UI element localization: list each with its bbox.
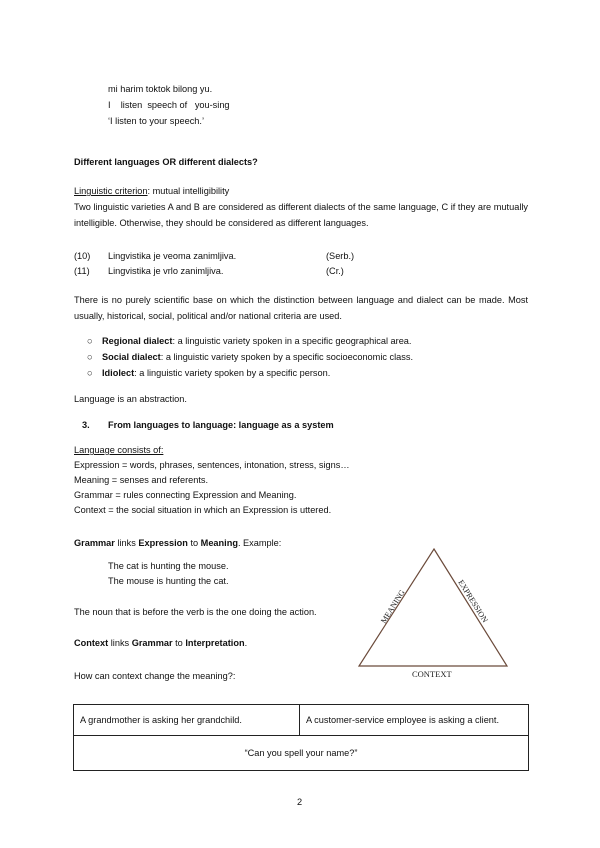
context-question: How can context change the meaning?: [74,671,236,681]
to-text: to [187,538,201,548]
example-10-text: Lingvistika je veoma zanimljiva. [108,251,237,261]
links-text: links [108,638,132,648]
bullet-term: Idiolect [102,368,135,378]
example-gloss-line-1: mi harim toktok bilong yu. [108,84,213,94]
bullet-marker: ○ [87,368,93,378]
consists-item-expression: Expression = words, phrases, sentences, intonation, stress, signs… [74,460,350,470]
example-text: . Example: [237,538,282,548]
bullet-definition: : a linguistic variety spoken by a specific socioeconomic class. [160,352,413,362]
table-cell-quote: “Can you spell your name?” [74,736,529,771]
consists-item-grammar: Grammar = rules connecting Expression and Meaning. [74,490,297,500]
table-cell-grandmother: A grandmother is asking her grandchild. [74,705,300,736]
dialects-heading: Different languages OR different dialects? [74,157,258,167]
semiotic-triangle-diagram [355,544,515,684]
bullet-definition: : a linguistic variety spoken by a specific person. [134,368,331,378]
criterion-rest: : mutual intelligibility [147,186,230,196]
expression-word: Expression [138,538,188,548]
example-11-number: (11) [74,266,90,276]
grammar-word: Grammar [74,538,115,548]
example-translation: ‘I listen to your speech.’ [108,116,205,126]
example-11-text: Lingvistika je vrlo zanimljiva. [108,266,224,276]
period-text: . [244,638,248,648]
context-links-line [74,638,247,648]
example-10-lang: (Serb.) [326,251,355,261]
criterion-line [74,186,229,196]
cat-example-1: The cat is hunting the mouse. [108,561,229,571]
section-3-title: From languages to language: language as a system [108,420,334,430]
cat-example-2: The mouse is hunting the cat. [108,576,229,586]
noun-before-verb-line: The noun that is before the verb is the one doing the action. [74,607,317,617]
bullet-definition: : a linguistic variety spoken in a specific geographical area. [172,336,412,346]
criterion-label: Linguistic criterion [74,186,148,196]
example-gloss-line-2: I listen speech of you-sing [108,100,230,110]
meaning-word: Meaning [200,538,238,548]
consists-heading: Language consists of: [74,445,164,455]
context-table [73,704,529,771]
grammar-word: Grammar [131,638,173,648]
page-number: 2 [297,797,303,807]
table-cell-customer-service: A customer-service employee is asking a client. [300,705,529,736]
consists-item-meaning: Meaning = senses and referents. [74,475,209,485]
interpretation-word: Interpretation [185,638,245,648]
example-10-number: (10) [74,251,91,261]
links-text: links [114,538,139,548]
grammar-links-line [74,538,281,548]
no-base-paragraph: There is no purely scientific base on which the distinction between language and dialect can be made. Most usually, historical, social, political and/or national criteria are used. [74,295,528,321]
abstraction-line: Language is an abstraction. [74,394,187,404]
context-word: Context [74,638,109,648]
bullet-term: Regional dialect [102,336,173,346]
bullet-term: Social dialect [102,352,161,362]
triangle-label-meaning: MEANING [379,588,407,626]
consists-item-context: Context = the social situation in which an Expression is uttered. [74,505,332,515]
triangle-label-context: CONTEXT [412,669,452,679]
dialects-paragraph: Two linguistic varieties A and B are considered as different dialects of the same language, C if they are mutually intelligible. Otherwise, they should be considered as different languages. [74,202,528,228]
triangle-label-expression: EXPRESSION [456,578,490,625]
bullet-marker: ○ [87,352,93,362]
to-text: to [172,638,186,648]
bullet-marker: ○ [87,336,93,346]
section-3-number: 3. [82,420,90,430]
example-11-lang: (Cr.) [326,266,344,276]
triangle-shape [359,549,507,666]
